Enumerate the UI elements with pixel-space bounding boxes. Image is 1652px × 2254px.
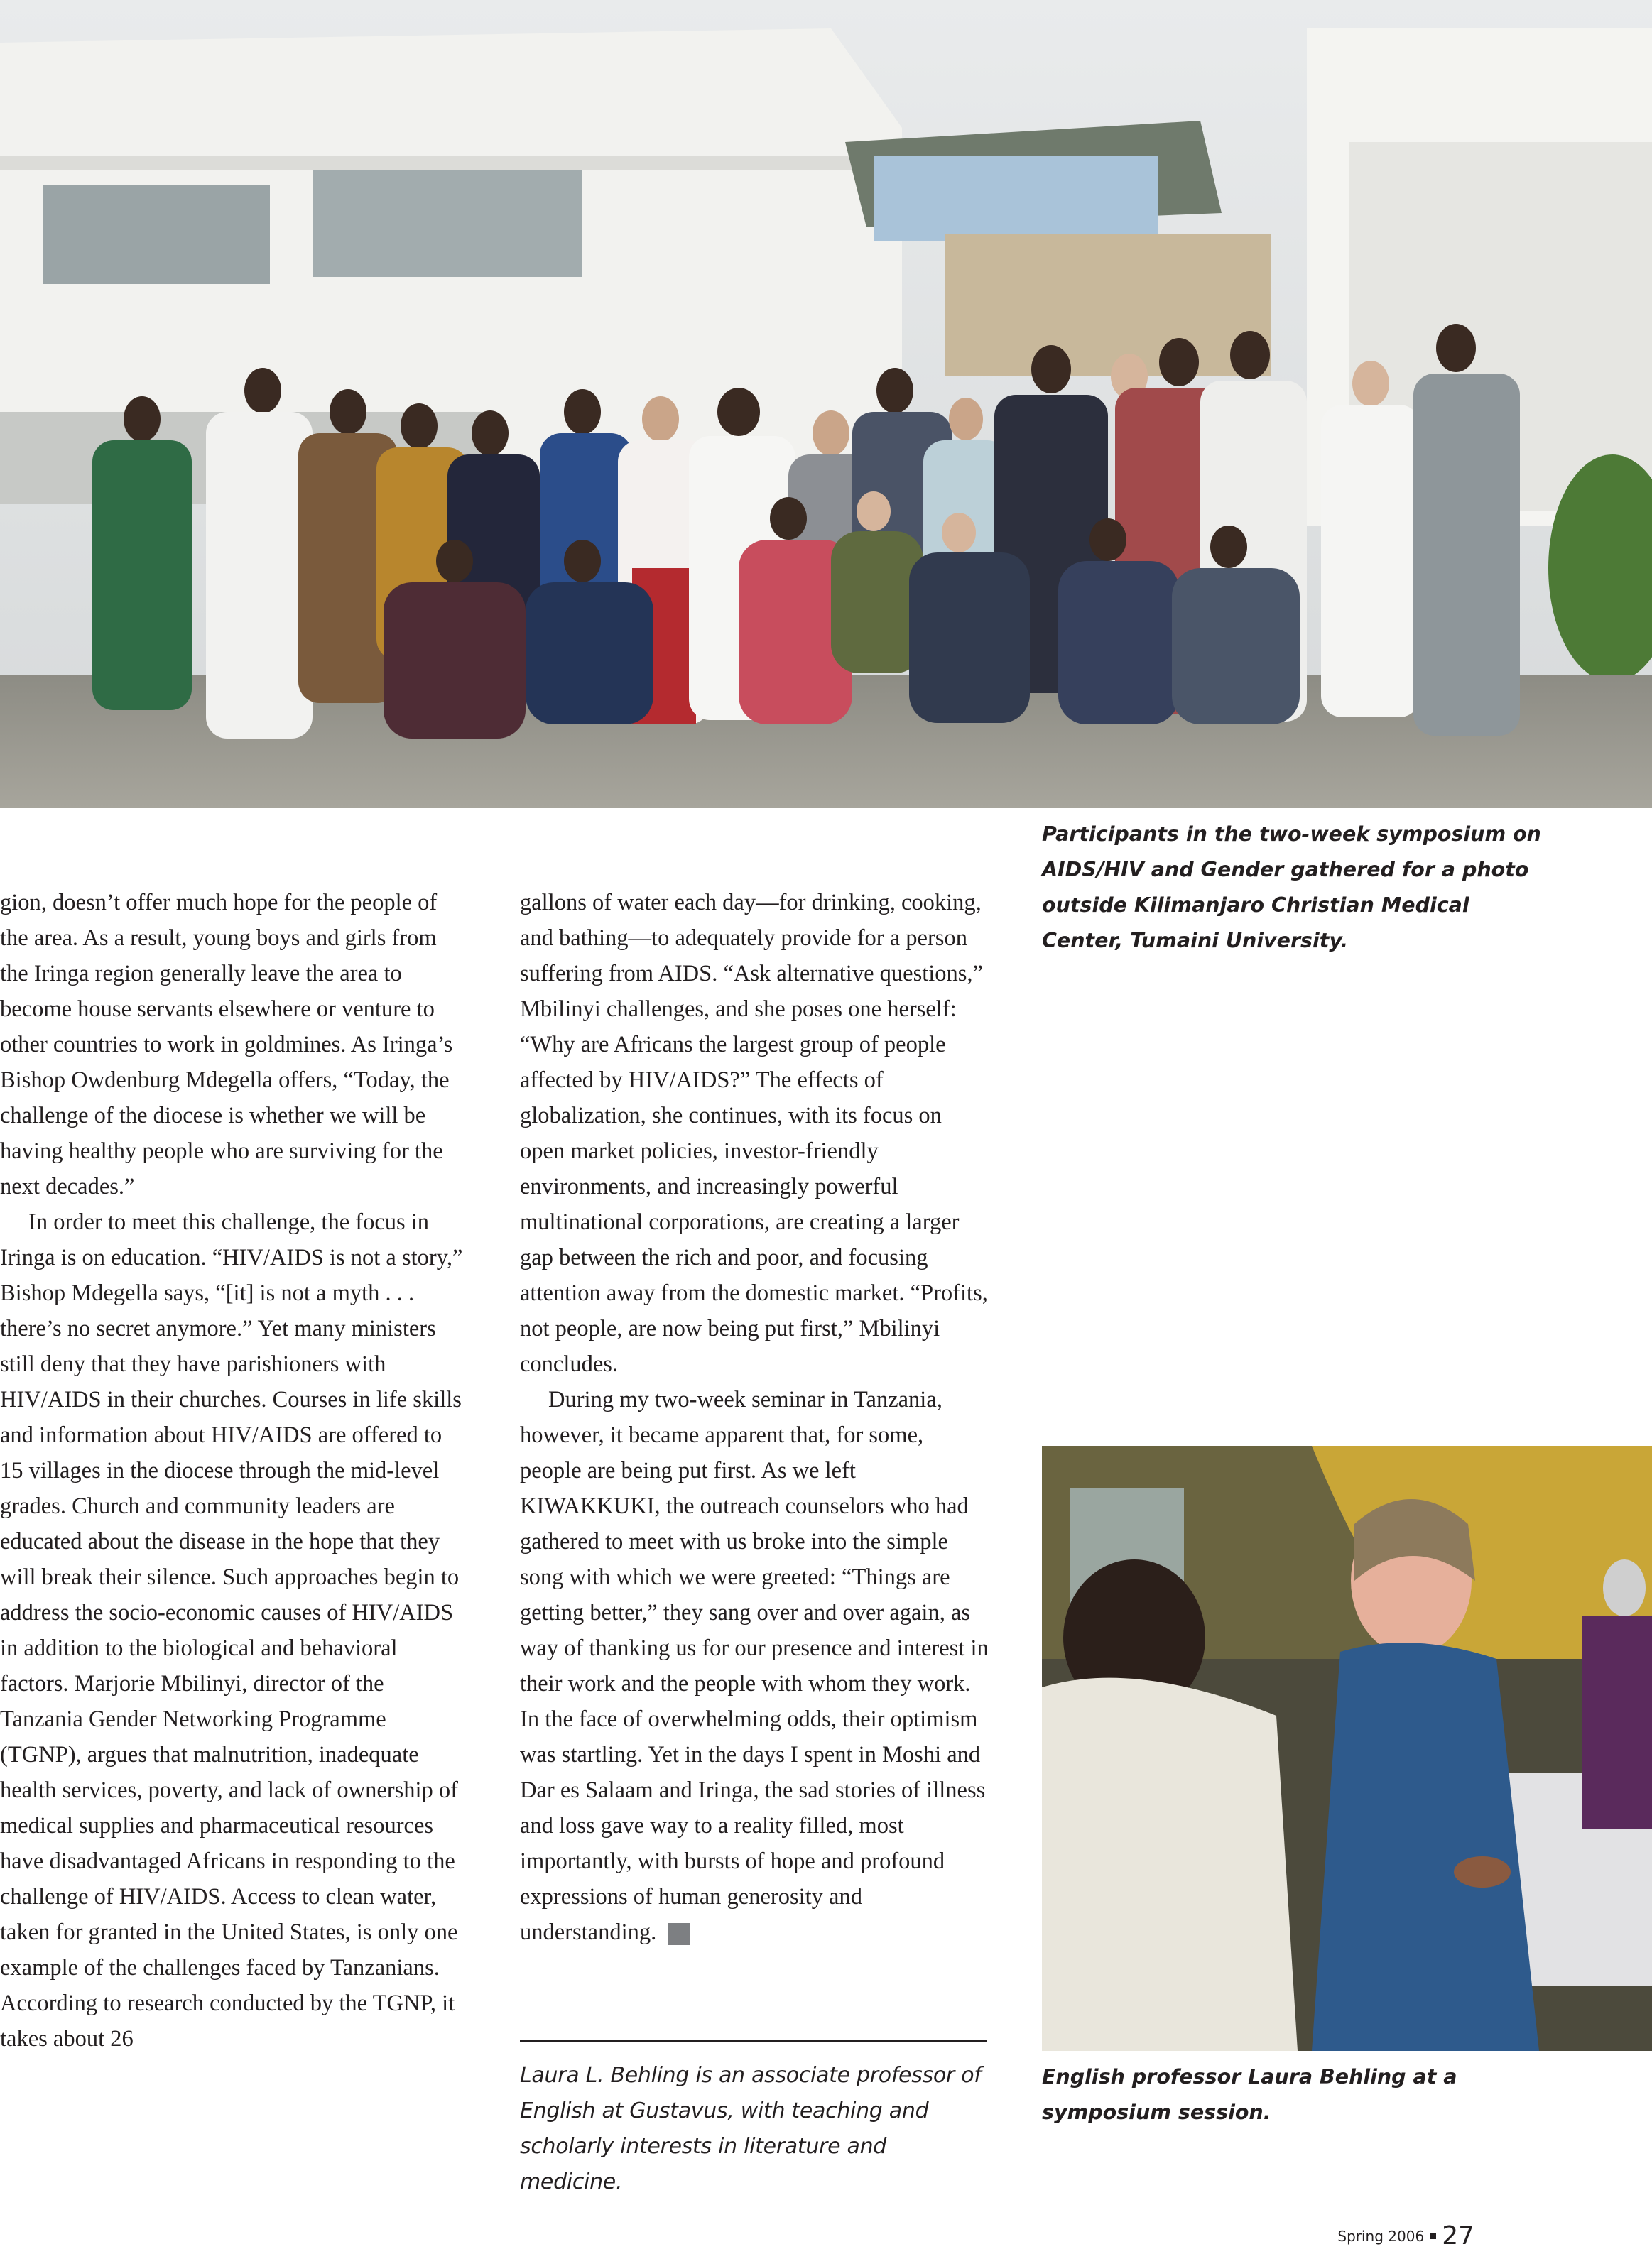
bio-divider — [520, 2040, 987, 2042]
end-mark-icon: G — [668, 1923, 690, 1945]
article-column-1 — [0, 885, 469, 2057]
top-photo-caption: Participants in the two-week symposium on AIDS/HIV and Gender gathered for a photo outside Kilimanjaro Christian Medical Center, Tumaini University. — [1042, 822, 1541, 952]
group-photo — [0, 0, 1652, 808]
side-photo — [1042, 1446, 1652, 2051]
paragraph-text: During my two-week seminar in Tanzania, however, it became apparent that, for some, people are being put first. As we left KIWAKKUKI, the outreach counselors who had gathered to meet with us broke into the simple song with which we were greeted: “Things are getting better,” they sang over and over again, as way of thanking us for our presence and interest in their work and the people with whom they work. In the face of overwhelming odds, their optimism was startling. Yet in the days I spent in Moshi and Dar es Salaam and Iringa, the sad stories of illness and loss gave way to a reality filled, most importantly, with bursts of hope and profound expressions of human generosity and understanding. — [520, 1387, 989, 1945]
paragraph: gion, doesn’t offer much hope for the people of the area. As a result, young boys and girls from the Iringa region generally leave the area to become house servants elsewhere or venture to other countries to work in goldmines. As Iringa’s Bishop Owdenburg Mdegella offers, “Today, the challenge of the diocese is whether we will be having healthy people who are surviving for the next decades.” — [0, 890, 453, 1199]
page-number: 27 — [1442, 2221, 1474, 2250]
author-bio: Laura L. Behling is an associate professor of English at Gustavus, with teaching and scholarly interests in literature and medicine. — [520, 2063, 982, 2194]
paragraph — [520, 1382, 989, 1950]
professor-at-symposium-photo-icon — [1042, 1446, 1652, 2051]
article-column-2 — [520, 885, 989, 1950]
issue-season: Spring 2006 — [1337, 2227, 1425, 2245]
paragraph: gallons of water each day—for drinking, cooking, and bathing—to adequately provide for a person suffering from AIDS. “Ask alternative questions,” Mbilinyi challenges, and she poses one herself: “Why are Africans the largest group of people affected by HIV/AIDS?” The effects of globalization, she continues, with its focus on open market policies, investor-friendly environments, and increasingly powerful multinational corporations, are creating a larger gap between the rich and poor, and focusing attention away from the domestic market. “Profits, not people, are now being put first,” Mbilinyi concludes. — [520, 890, 988, 1377]
bullet-icon — [1430, 2233, 1436, 2239]
paragraph: In order to meet this challenge, the focus in Iringa is on education. “HIV/AIDS is not a story,” Bishop Mdegella says, “[it] is not a myth . . . there’s no secret anymore.” Yet many ministers still deny that they have parishioners with HIV/AIDS in their churches. Courses in life skills and information about HIV/AIDS are offered to 15 villages in the diocese through the mid-level grades. Church and community leaders are educated about the disease in the hope that they will break their silence. Such approaches begin to address the socio-economic causes of HIV/AIDS in addition to the biological and behavioral factors. Marjorie Mbilinyi, director of the Tanzania Gender Networking Programme (TGNP), argues that malnutrition, inadequate health services, poverty, and lack of ownership of medical supplies and pharmaceutical resources have disadvantaged Africans in responding to the challenge of HIV/AIDS. Access to clean water, taken for granted in the United States, is only one example of the challenges faced by Tanzanians. According to research conducted by the TGNP, it takes about 26 — [0, 1209, 463, 2052]
side-photo-caption: English professor Laura Behling at a symposium session. — [1042, 2065, 1457, 2124]
page-footer — [1337, 2221, 1474, 2250]
group-photo-outside-medical-center-icon — [0, 0, 1652, 808]
